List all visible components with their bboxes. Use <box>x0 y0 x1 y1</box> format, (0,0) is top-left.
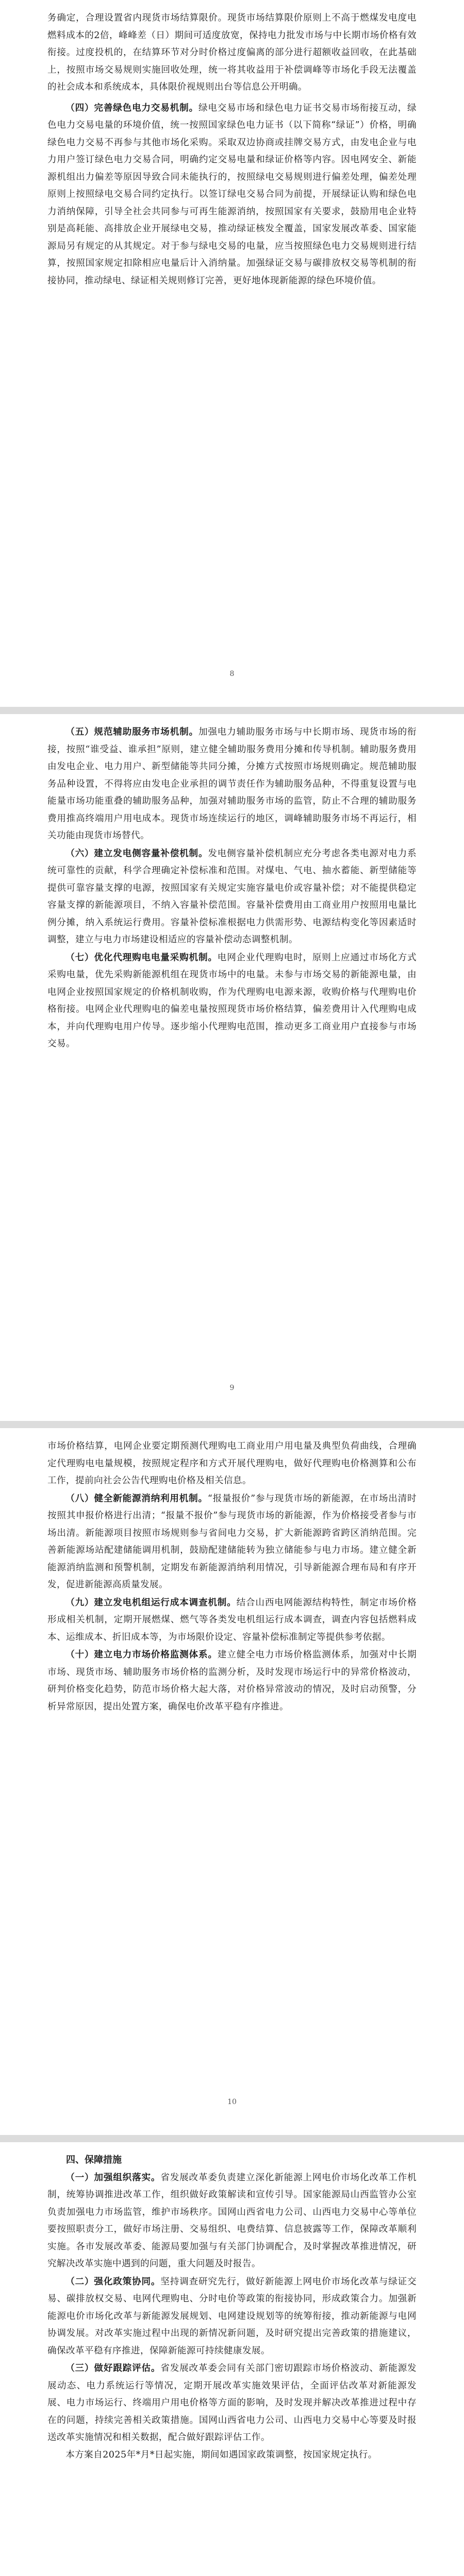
section-heading: （六）建立发电侧容量补偿机制。 <box>65 848 208 859</box>
paragraph: （九）建立发电机组运行成本调查机制。结合山西电网能源结构特性，制定市场价格形成相关机制，定期开展燃煤、燃气等各类发电机组运行成本调查，调查内容包括燃料成本、运维成本、折旧成本等，为市场限价设定、容量补偿标准制定等提供参考依据。 <box>47 1597 417 1642</box>
section-heading: （七）优化代理购电电量采购机制。 <box>65 952 218 963</box>
paragraph: （八）健全新能源消纳利用机制。“报量报价”参与现货市场的新能源，在市场出清时按照其申报价格进行出清；“报量不报价”参与现货市场的新能源，作为价格接受者参与市场出清。新能源项目按照市场规则参与省间电力交易，扩大新能源跨省跨区消纳范围。完善新能源场站配建储能调用机制，鼓励配建储能转为独立储能参与电力市场。建立健全新能源消纳监测和预警机制，定期发布新能源消纳利用情况，引导新能源合理布局和有序开发，促进新能源高质量发展。 <box>47 1493 417 1590</box>
page-number: 10 <box>227 2098 237 2106</box>
paragraph: （四）完善绿色电力交易机制。绿电交易市场和绿色电力证书交易市场衔接互动，绿色电力交易电量的环境价值，统一按照国家绿色电力证书（以下简称“绿证”）价格，明确绿色电力交易不再参与其他市场化采购。采取双边协商或挂牌交易方式，由发电企业与电力用户签订绿色电力交易合同，明确约定交易电量和绿证价格等内容。因电网安全、新能源机组出力偏差等原因导致合同未能执行的，按照绿电交易规则进行偏差处理，偏差处理原则上按照绿电交易合同约定执行。以签订绿电交易合同为前提，开展绿证认购和绿色电力消纳保障，引导全社会共同参与可再生能源消纳，按照国家有关要求，鼓励用电企业特别是高耗能、高排放企业开展绿电交易，推动绿证核发全覆盖，国家发展改革委、国家能源局另有规定的从其规定。对于参与绿电交易的电量，应当按照绿色电力交易规则进行结算，按照国家规定扣除相应电量后计入消纳量。加强绿证交易与碳排放权交易等机制的衔接协同，推动绿电、绿证相关规则修订完善，更好地体现新能源的绿色环境价值。 <box>47 102 417 286</box>
paragraph: （十）建立电力市场价格监测体系。建立健全电力市场价格监测体系，加强对中长期市场、现货市场、辅助服务市场价格的监测分析，及时发现市场运行中的异常价格波动，研判价格变化趋势，防范市场价格大起大落，对价格异常波动的情况，及时启动预警，分析异常原因，提出处置方案，确保电价改革平稳有序推进。 <box>47 1649 417 1712</box>
section-heading: （十）建立电力市场价格监测体系。 <box>65 1649 218 1660</box>
document-page <box>0 0 464 707</box>
paragraph: 务确定，合理设置省内现货市场结算限价。现货市场结算限价原则上不高于燃煤发电度电燃料成本的2倍，峰峰差（日）期间可适度放宽，保持电力批发市场与中长期市场价格有效衔接。过度投机的，在结算环节对分时价格过度偏离的部分进行超额收益回收，在此基础上，按照市场交易规则实施回收处理，统一将其收益用于补偿调峰等市场化手段无法覆盖的社会成本和系统成本，具体限价视规则出台等信息公开明确。 <box>47 13 417 92</box>
page-number: 9 <box>229 1384 235 1392</box>
paragraph: （六）建立发电侧容量补偿机制。发电侧容量补偿机制应充分考虑各类电源对电力系统可靠性的贡献，科学合理确定补偿标准和范围。对煤电、气电、抽水蓄能、新型储能等提供可靠容量支撑的电源，按照国家有关规定实施容量电价或容量补偿；对不能提供稳定容量支撑的新能源项目，不纳入容量补偿范围。容量补偿费用由工商业用户按照用电量比例分摊，纳入系统运行费用。容量补偿标准根据电力供需形势、电源结构变化等因素适时调整，建立与电力市场建设相适应的容量补偿动态调整机制。 <box>47 848 417 945</box>
section-heading: （八）健全新能源消纳利用机制。 <box>65 1493 208 1504</box>
document-page <box>0 1428 464 2135</box>
section-heading: （二）强化政策协同。 <box>65 2276 161 2287</box>
section-heading: （三）做好跟踪评估。 <box>65 2363 161 2374</box>
paragraph: （一）加强组织落实。省发展改革委负责建立深化新能源上网电价市场化改革工作机制，统筹协调推进改革工作，组织做好政策解读和宣传引导。国家能源局山西监管办公室负责加强电力市场监管，维护市场秩序。国网山西省电力公司、山西电力交易中心等单位要按照职责分工，做好市场注册、交易组织、电费结算、信息披露等工作，保障改革顺利实施。各市发展改革委、能源局要加强与有关部门协调配合，及时掌握改革推进情况，研究解决改革实施中遇到的问题，重大问题及时报告。 <box>47 2172 417 2269</box>
paragraph: （七）优化代理购电电量采购机制。电网企业代理购电时，原则上应通过市场化方式采购电量，优先采购新能源机组在现货市场中的电量。未参与市场交易的新能源电量，由电网企业按照国家规定的价格机制收购，作为代理购电电源来源，收购价格与代理购电价格衔接。电网企业代理购电的偏差电量按照现货市场价格结算，偏差费用计入代理购电成本，并向代理购电用户传导。逐步缩小代理购电范围，推动更多工商业用户直接参与市场交易。 <box>47 952 417 1049</box>
closing-paragraph: 本方案自2025年*月*日起实施，期间如遇国家政策调整，按国家规定执行。 <box>65 2449 377 2460</box>
chapter-heading: 四、保障措施 <box>66 2155 122 2165</box>
section-heading: （四）完善绿色电力交易机制。 <box>65 102 198 113</box>
page-number: 8 <box>229 670 235 678</box>
document-page <box>0 714 464 1421</box>
section-heading: （九）建立发电机组运行成本调查机制。 <box>65 1597 237 1608</box>
paragraph: （二）强化政策协同。坚持调查研究先行，做好新能源上网电价市场化改革与绿证交易、碳排放权交易、电网代理购电、分时电价等政策的衔接协同，形成政策合力。加强新能源电价市场化改革与新能源发展规划、电网建设规划等的统筹衔接，推动新能源与电网协调发展。对改革实施过程中出现的新情况新问题，及时研究提出完善政策的措施建议，确保改革平稳有序推进，保障新能源可持续健康发展。 <box>47 2276 417 2356</box>
document-page <box>0 2142 464 2576</box>
section-heading: （一）加强组织落实。 <box>65 2172 161 2183</box>
paragraph: （五）规范辅助服务市场机制。加强电力辅助服务市场与中长期市场、现货市场的衔接，按照“谁受益、谁承担”原则，建立健全辅助服务费用分摊和传导机制。辅助服务费用由发电企业、电力用户、新型储能等共同分摊，分摊方式按照市场规则确定。规范辅助服务品种设置，不得将应由发电企业承担的调节责任作为辅助服务品种，不得重复设置与电能量市场功能重叠的辅助服务品种，加强对辅助服务市场的监管，防止不合理的辅助服务费用推高终端用户用电成本。现货市场连续运行的地区，调峰辅助服务市场不再运行，相关功能由现货市场替代。 <box>47 726 417 841</box>
paragraph: （三）做好跟踪评估。省发展改革委会同有关部门密切跟踪市场价格波动、新能源发展动态、电力系统运行等情况，定期开展改革实施效果评估，全面评估改革对新能源发展、电力市场运行、终端用户用电价格等方面的影响，及时发现并解决改革推进过程中存在的问题，持续完善相关政策措施。国网山西省电力公司、山西电力交易中心等要及时报送改革实施情况和相关数据，配合做好跟踪评估工作。 <box>47 2363 417 2443</box>
paragraph: 市场价格结算，电网企业要定期预测代理购电工商业用户用电量及典型负荷曲线，合理确定代理购电电量规模，按照规定程序和方式开展代理购电，做好代理购电价格测算和公布工作，提前向社会公告代理购电价格及相关信息。 <box>47 1441 417 1486</box>
section-heading: （五）规范辅助服务市场机制。 <box>65 726 198 737</box>
